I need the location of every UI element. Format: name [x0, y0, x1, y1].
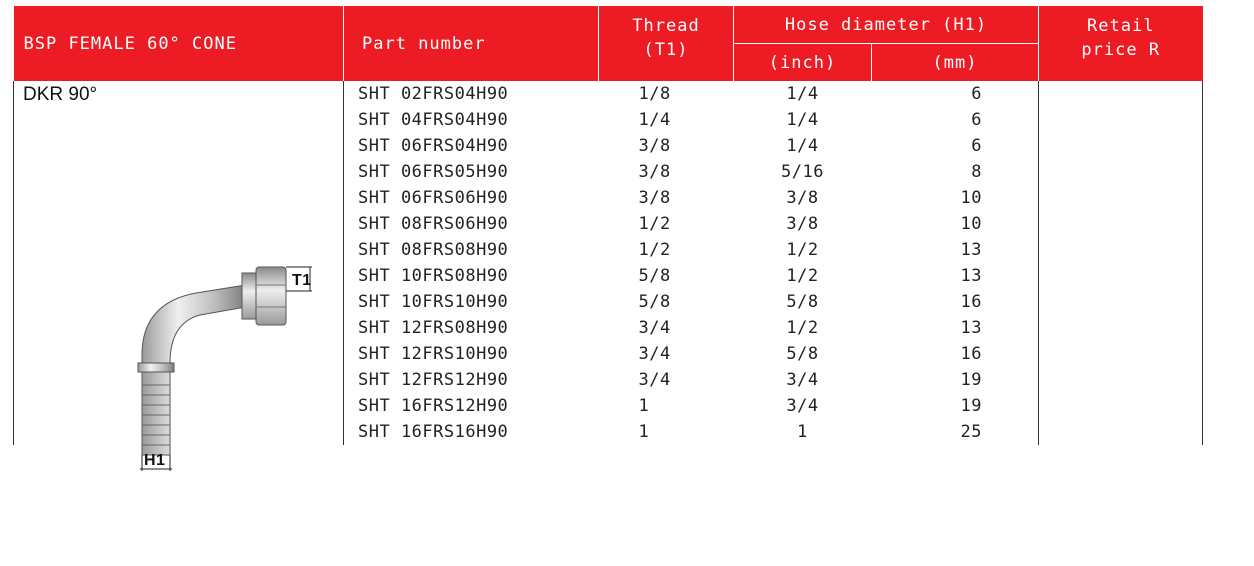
fittings-table	[13, 6, 1203, 469]
table-body	[14, 81, 1203, 469]
hose-mm-cell: 16	[960, 292, 982, 312]
thread-dimension-label: T1	[292, 272, 312, 289]
table-header	[14, 6, 1203, 81]
swivel-nut	[256, 267, 286, 325]
part-number-cell: SHT 02FRS04H90	[344, 81, 599, 107]
thread-cell: 1/4	[638, 110, 671, 130]
hose-inch-cell: 3/4	[786, 370, 819, 390]
hose-inch-cell: 1/2	[786, 240, 819, 260]
part-number-cell: SHT 08FRS06H90	[344, 211, 599, 237]
part-number-cell: SHT 08FRS08H90	[344, 237, 599, 263]
hose-mm-cell: 6	[971, 110, 982, 130]
part-number-cell: SHT 12FRS10H90	[344, 341, 599, 367]
fitting-drawing	[114, 245, 314, 471]
hose-mm-cell: 25	[960, 422, 982, 442]
hose-inch-cell: 1/4	[786, 110, 819, 130]
part-number-cell: SHT 16FRS12H90	[344, 393, 599, 419]
retail-header-line1: Retail	[1087, 16, 1155, 36]
thread-cell: 1/2	[638, 214, 671, 234]
part-number-cell: SHT 16FRS16H90	[344, 419, 599, 445]
hose-mm-cell: 10	[960, 214, 982, 234]
hose-inch-cell: 3/4	[786, 396, 819, 416]
thread-cell: 3/4	[638, 370, 671, 390]
hose-inch-cell: 5/8	[786, 292, 819, 312]
hose-inch-cell: 1	[797, 422, 808, 442]
hose-inch-cell: 1/4	[786, 136, 819, 156]
hose-inch-cell: 3/8	[786, 188, 819, 208]
hose-mm-cell: 19	[960, 396, 982, 416]
hose-mm-cell: 6	[971, 136, 982, 156]
thread-cell: 3/4	[638, 318, 671, 338]
thread-header-line1: Thread	[632, 16, 700, 36]
hose-inch-cell: 1/2	[786, 318, 819, 338]
thread-cell: 5/8	[638, 292, 671, 312]
part-number-header: Part number	[344, 6, 599, 81]
tail-collar	[138, 363, 174, 372]
thread-cell: 3/8	[638, 188, 671, 208]
thread-cell: 1	[638, 422, 650, 442]
hose-inch-cell: 5/8	[786, 344, 819, 364]
hose-inch-cell: 1/4	[786, 84, 819, 104]
hose-mm-cell: 19	[960, 370, 982, 390]
inch-subheader: (inch)	[734, 44, 872, 82]
part-number-cell: SHT 06FRS04H90	[344, 133, 599, 159]
hose-inch-cell: 3/8	[786, 214, 819, 234]
hose-inch-cell: 1/2	[786, 266, 819, 286]
part-number-cell: SHT 04FRS04H90	[344, 107, 599, 133]
thread-cell: 1	[638, 396, 650, 416]
hose-mm-cell: 13	[960, 266, 982, 286]
hose-mm-cell: 6	[971, 84, 982, 104]
part-number-cell: SHT 06FRS05H90	[344, 159, 599, 185]
retail-price-header	[1039, 6, 1203, 81]
hose-mm-cell: 16	[960, 344, 982, 364]
thread-cell: 1/8	[638, 84, 671, 104]
part-number-cell: SHT 10FRS10H90	[344, 289, 599, 315]
retail-header-line2: price R	[1081, 40, 1161, 60]
part-number-cell: SHT 06FRS06H90	[344, 185, 599, 211]
thread-cell: 3/8	[638, 136, 671, 156]
hose-mm-cell: 10	[960, 188, 982, 208]
product-name: DKR 90°	[23, 84, 98, 105]
retail-price-cell	[1039, 81, 1203, 445]
part-number-cell: SHT 10FRS08H90	[344, 263, 599, 289]
part-number-cell: SHT 12FRS08H90	[344, 315, 599, 341]
hose-mm-cell: 13	[960, 240, 982, 260]
hose-inch-cell: 5/16	[781, 162, 824, 182]
nut-shoulder	[242, 273, 256, 319]
table-row	[14, 81, 1203, 107]
product-cell	[14, 81, 344, 469]
hose-mm-cell: 13	[960, 318, 982, 338]
thread-cell: 1/2	[638, 240, 671, 260]
thread-cell: 5/8	[638, 266, 671, 286]
thread-header-line2: (T1)	[643, 40, 689, 60]
thread-header	[599, 6, 734, 81]
mm-subheader: (mm)	[872, 44, 1039, 82]
hose-mm-cell: 8	[971, 162, 982, 182]
part-number-cell: SHT 12FRS12H90	[344, 367, 599, 393]
thread-cell: 3/4	[638, 344, 671, 364]
hose-dimension-label: H1	[144, 452, 166, 469]
thread-cell: 3/8	[638, 162, 671, 182]
hose-diameter-header: Hose diameter (H1)	[734, 6, 1039, 44]
section-title-header: BSP FEMALE 60° CONE	[14, 6, 344, 81]
